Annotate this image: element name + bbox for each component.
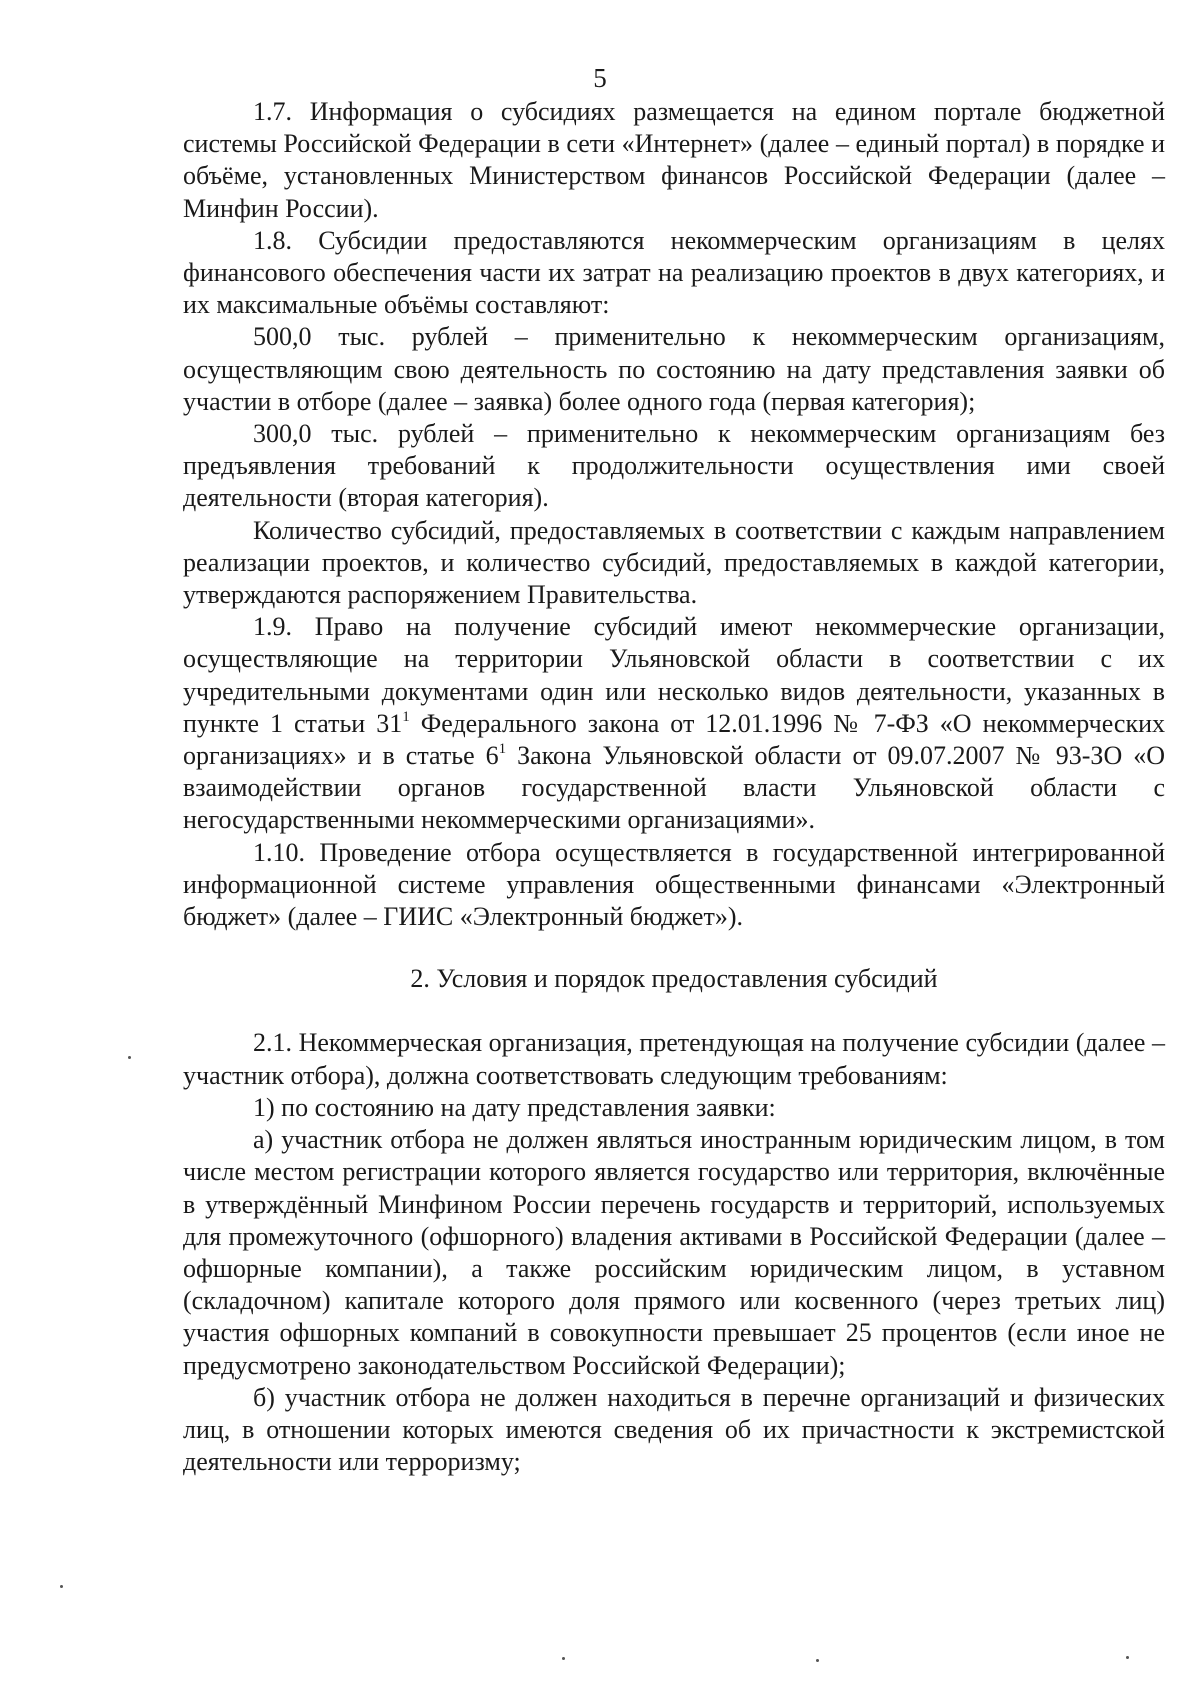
scan-speck <box>562 1657 565 1660</box>
superscript-article-6: 1 <box>498 741 507 758</box>
paragraph-1-7: 1.7. Информация о субсидиях размещается на едином портале бюджетной системы Российской Федерации в сети «Интернет» (далее – единый портал) в порядке и объёме, установленных Министерством финансов Российской Федерации (далее – Минфин России). <box>183 97 1165 223</box>
paragraph-1-9 <box>183 611 1165 836</box>
paragraph-1-9-part-b: Федерального закона от 12.01.1996 № 7-ФЗ «О некоммерческих организациях» и в статье 6 <box>183 708 1165 771</box>
document-body <box>183 96 1165 1478</box>
paragraph-1-9-part-a: 1.9. Право на получение субсидий имеют некоммерческие организации, осуществляющие на территории Ульяновской области в соответствии с их учредительными документами один или несколько видов деятельности, указанных в пункте 1 статьи 31 <box>183 612 1165 738</box>
scan-speck <box>60 1585 63 1588</box>
paragraph-2-1-item-b: б) участник отбора не должен находиться в перечне организаций и физических лиц, в отношении которых имеются сведения об их причастности к экстремистской деятельности или терроризму; <box>183 1382 1165 1477</box>
paragraph-1-8: 1.8. Субсидии предоставляются некоммерческим организациям в целях финансового обеспечения части их затрат на реализацию проектов в двух категориях, и их максимальные объёмы составляют: <box>183 225 1165 320</box>
paragraph-2-1: 2.1. Некоммерческая организация, претендующая на получение субсидии (далее – участник отбора), должна соответствовать следующим требованиям: <box>183 1028 1165 1090</box>
superscript-article-31: 1 <box>402 708 410 725</box>
page-number: 5 <box>593 63 607 93</box>
scan-speck <box>1126 1656 1129 1659</box>
paragraph-2-1-item-1: 1) по состоянию на дату представления заявки: <box>253 1092 776 1122</box>
paragraph-second-category: 300,0 тыс. рублей – применительно к некоммерческим организациям без предъявления требований к продолжительности осуществления ими своей деятельности (вторая категория). <box>183 419 1165 513</box>
section-2-heading: 2. Условия и порядок предоставления субсидий <box>410 964 938 994</box>
paragraph-first-category: 500,0 тыс. рублей – применительно к некоммерческим организациям, осуществляющим свою деятельность по состоянию на дату представления заявки об участии в отборе (далее – заявка) более одного года (первая категория); <box>183 322 1165 416</box>
paragraph-2-1-item-a: а) участник отбора не должен являться иностранным юридическим лицом, в том числе местом регистрации которого является государство или территория, включённые в утверждённый Минфином России перечень государств и территорий, используемых для промежуточного (офшорного) владения активами в Российской Федерации (далее – офшорные компании), а также российским юридическим лицом, в уставном (складочном) капитале которого доля прямого или косвенного (через третьих лиц) участия офшорных компаний в совокупности превышает 25 процентов (если иное не предусмотрено законодательством Российской Федерации); <box>183 1125 1165 1380</box>
paragraph-subsidy-count: Количество субсидий, предоставляемых в соответствии с каждым направлением реализации проектов, и количество субсидий, предоставляемых в каждой категории, утверждаются распоряжением Правительства. <box>183 515 1165 610</box>
paragraph-1-10: 1.10. Проведение отбора осуществляется в государственной интегрированной информационной системе управления общественными финансами «Электронный бюджет» (далее – ГИИС «Электронный бюджет»). <box>183 837 1165 932</box>
scan-speck <box>816 1659 819 1662</box>
scan-speck <box>128 1056 131 1059</box>
paragraph-1-9-part-c: Закона Ульяновской области от 09.07.2007 № 93-ЗО «О взаимодействии органов государственной власти Ульяновской области с негосударственными некоммерческими организациями». <box>183 741 1165 835</box>
